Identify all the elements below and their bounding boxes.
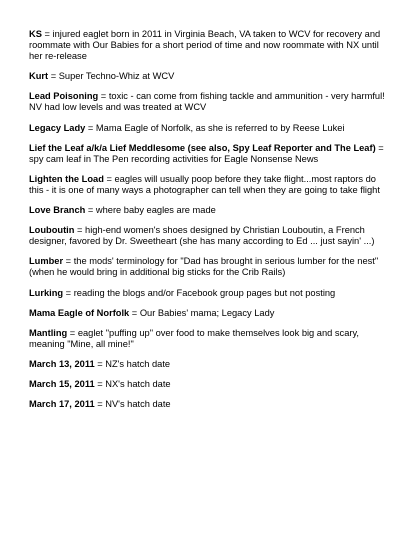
glossary-entry [29,91,392,113]
glossary-term: March 13, 2011 [29,358,95,369]
glossary-definition: = high-end women's shoes designed by Christian Louboutin, a French designer, favored by Dr. Sweetheart (she has many according to Ed ... just sayin' ...) [29,225,375,247]
glossary-term: March 15, 2011 [29,378,95,389]
glossary-term: Lead Poisoning [29,91,99,102]
glossary-definition: = toxic - can come from fishing tackle and ammunition - very harmful! NV had low levels and was treated at WCV [29,91,385,113]
glossary-definition: = Mama Eagle of Norfolk, as she is referred to by Reese Lukei [85,122,345,133]
glossary-definition: = reading the blogs and/or Facebook group pages but not posting [63,287,336,298]
glossary-entry [29,29,392,62]
glossary-term: Mama Eagle of Norfolk [29,307,130,318]
glossary-entry [29,256,392,278]
glossary-definition: = NV's hatch date [94,399,171,410]
glossary-entry [29,123,392,134]
glossary-definition: = Our Babies' mama; Legacy Lady [129,307,275,318]
glossary-definition: = spy cam leaf in The Pen recording activities for Eagle Nonsense News [29,142,384,164]
glossary-entry [29,143,392,165]
glossary-definition: = injured eaglet born in 2011 in Virginia Beach, VA taken to WCV for recovery and roommate with Our Babies for a short period of time and now roommate with NX until her re-release [29,29,381,62]
glossary-definition: = Super Techno-Whiz at WCV [48,71,175,82]
glossary-entry [29,359,392,370]
glossary-definition: = the mods' terminology for "Dad has brought in serious lumber for the nest" (when he would bring in additional big sticks for the Crib Rails) [29,256,379,278]
glossary-term: Mantling [29,327,68,338]
glossary-entry [29,399,392,410]
glossary-term: Legacy Lady [29,122,86,133]
glossary-definition: = NZ's hatch date [94,358,171,369]
glossary-entry [29,205,392,216]
glossary-entry [29,71,392,82]
glossary-entry [29,225,392,247]
glossary-term: Louboutin [29,225,75,236]
glossary-term: Lumber [29,256,64,267]
glossary-term: KS [29,29,42,39]
glossary-definition: = NX's hatch date [94,378,171,389]
glossary-term: March 17, 2011 [29,399,95,410]
glossary-entry [29,174,392,196]
glossary-term: Kurt [29,71,49,82]
glossary-definition: = eaglet "puffing up" over food to make themselves look big and scary, meaning "Mine, all mine!" [29,327,360,349]
glossary-term: Lief the Leaf a/k/a Lief Meddlesome (see also, Spy Leaf Reporter and The Leaf) [29,142,376,153]
glossary-term: Love Branch [29,205,86,216]
glossary-entry [29,288,392,299]
glossary-entry [29,379,392,390]
glossary-definition: = eagles will usually poop before they take flight...most raptors do this - it is one of many ways a photographer can tell when they are going to take flight [29,173,380,195]
glossary-entry [29,308,392,319]
glossary-definition: = where baby eagles are made [85,205,216,216]
glossary-term: Lurking [29,287,64,298]
glossary-entry [29,328,392,350]
glossary-term: Lighten the Load [29,173,104,184]
